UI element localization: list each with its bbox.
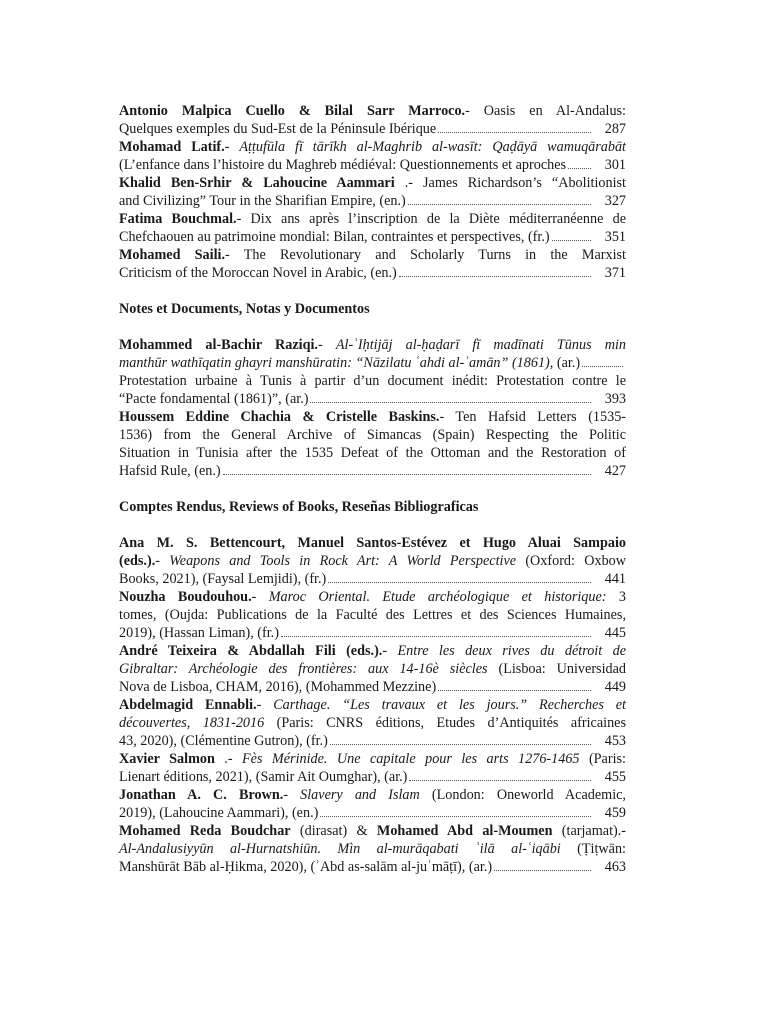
page-number[interactable]: 427: [604, 463, 626, 479]
entry-text-fragment: -: [155, 553, 170, 569]
page-number[interactable]: 445: [604, 625, 626, 641]
entry-text: [119, 678, 436, 696]
entry-line: [119, 444, 626, 462]
entry-text-fragment: Chefchaouen au patrimoine mondial: Bilan, contraintes et perspectives, (fr.): [119, 229, 550, 245]
entry-line: [119, 768, 626, 786]
entry-text: [119, 264, 397, 282]
page-number[interactable]: 453: [604, 733, 626, 749]
contents-entry: [119, 246, 626, 282]
entry-line: [119, 372, 626, 390]
entry-line: [119, 552, 626, 570]
entry-text-fragment: tomes, (Oujda: Publications de la Faculté des Lettres et des Sciences Humaines,: [119, 607, 626, 623]
entry-text-fragment: (tarjamat).-: [552, 823, 627, 839]
entry-line: [119, 624, 626, 642]
contents-entry: [119, 138, 626, 174]
author-name: Abdelmagid Ennabli.: [119, 697, 257, 713]
page-number[interactable]: 301: [604, 157, 626, 173]
dot-leader: [409, 769, 591, 781]
entry-text-fragment: Criticism of the Moroccan Novel in Arabic, (en.): [119, 265, 397, 281]
author-name: Antonio Malpica Cuello & Bilal Sarr Marroco.: [119, 103, 466, 119]
author-name: Mohammed al-Bachir Raziqi.: [119, 337, 318, 353]
title-italic: Gibraltar: Archéologie des frontières: aux 14-16è siècles: [119, 661, 488, 677]
entry-text-fragment: - Ten Hafsid Letters (1535-: [439, 409, 627, 425]
entry-line: [119, 534, 626, 552]
entry-text: [119, 624, 279, 642]
contents-entry: [119, 174, 626, 210]
entry-text-fragment: -: [283, 787, 301, 803]
title-italic: découvertes, 1831-2016: [119, 715, 265, 731]
entry-text-fragment: (Lisboa: Universidad: [487, 661, 626, 677]
contents-entry: [119, 408, 626, 480]
entry-line: [119, 120, 626, 138]
entry-text: [119, 228, 550, 246]
entry-text-fragment: - The Revolutionary and Scholarly Turns in the Marxist: [225, 247, 626, 263]
entry-line: [119, 138, 626, 156]
dot-leader: [328, 571, 591, 583]
entry-line: [119, 246, 626, 264]
entry-line: [119, 822, 626, 840]
contents-entry: [119, 336, 626, 408]
contents-entry: [119, 588, 626, 642]
author-name: Houssem Eddine Chachia &: [119, 409, 326, 425]
entry-text-fragment: -: [382, 643, 398, 659]
entry-text-fragment: .-: [214, 751, 243, 767]
page-number[interactable]: 459: [604, 805, 626, 821]
entry-line: [119, 228, 626, 246]
author-name: Xavier Salmon: [119, 751, 215, 767]
dot-leader: [320, 805, 591, 817]
entry-line: [119, 192, 626, 210]
title-italic: Slavery and Islam: [300, 787, 420, 803]
author-name: Nouzha Boudouhou.: [119, 589, 252, 605]
dot-leader: [582, 355, 623, 367]
entry-text-fragment: 3: [606, 589, 626, 605]
title-italic: Fès Mérinide. Une capitale pour les arts 1276-1465: [242, 751, 580, 767]
entry-text-fragment: Manshūrāt Bāb al-Ḥikma, 2020), (ʾAbd as-salām al-juʿmāṭī), (ar.): [119, 859, 493, 875]
author-name: Mohamad Latif.: [119, 139, 225, 155]
entry-text-fragment: (dirasat) &: [290, 823, 377, 839]
entry-text-fragment: Books, 2021), (Faysal Lemjidi), (fr.): [119, 571, 327, 587]
entry-text: [119, 732, 328, 750]
entry-text: [119, 390, 308, 408]
entry-text-fragment: -: [256, 697, 274, 713]
entry-text: [119, 570, 326, 588]
entry-text-fragment: Quelques exemples du Sud-Est de la Péninsule Ibérique: [119, 121, 437, 137]
entry-line: [119, 804, 626, 822]
entry-text-fragment: Lienart éditions, 2021), (Samir Ait Oumghar), (ar.): [119, 769, 408, 785]
title-italic: Maroc Oriental. Etude archéologique et historique:: [268, 589, 607, 605]
entry-line: [119, 642, 626, 660]
title-italic: Weapons and Tools in Rock Art: A World Perspective: [169, 553, 517, 569]
title-italic: Al-ʾIḥtijāj al-ḥaḍarī fī madīnati Tūnus min: [335, 337, 626, 353]
page-number[interactable]: 441: [604, 571, 626, 587]
author-name: Ana M. S. Bettencourt, Manuel Santos-Estévez et Hugo Aluai Sampaio: [119, 535, 626, 551]
entry-text-fragment: Nova de Lisboa, CHAM, 2016), (Mohammed Mezzine): [119, 679, 437, 695]
contents-entry: [119, 210, 626, 246]
entry-text: [119, 768, 407, 786]
entry-line: [119, 336, 626, 354]
entry-text: [119, 804, 318, 822]
entry-line: [119, 156, 626, 174]
entry-line: [119, 678, 626, 696]
page-number[interactable]: 463: [604, 859, 626, 875]
entry-text-fragment: .- James Richardson’s “Abolitionist: [394, 175, 626, 191]
entry-line: [119, 570, 626, 588]
dot-leader: [494, 859, 591, 871]
author-name: Mohamed Abd al-Moumen: [376, 823, 553, 839]
contents-entry: [119, 696, 626, 750]
entry-line: [119, 390, 626, 408]
entry-text-fragment: -: [224, 139, 240, 155]
contents-entry: [119, 786, 626, 822]
page-number[interactable]: 449: [604, 679, 626, 695]
contents-entry: [119, 750, 626, 786]
entry-line: [119, 354, 626, 372]
title-italic: Carthage. “Les travaux et les jours.” Recherches et: [273, 697, 626, 713]
entry-text-fragment: -: [317, 337, 336, 353]
dot-leader: [281, 625, 591, 637]
entry-line: [119, 696, 626, 714]
title-italic: Entre les deux rives du détroit de: [397, 643, 626, 659]
entry-text-fragment: Hafsid Rule, (en.): [119, 463, 221, 479]
title-italic: Aṭṭufūla fī tārīkh al-Maghrib al-wasīt: Qaḍāyā wamuqārabāt: [239, 139, 626, 155]
contents-list-articles: [119, 102, 626, 282]
contents-list-reviews: [119, 534, 626, 876]
entry-line: [119, 264, 626, 282]
entry-text-fragment: (Paris:: [579, 751, 626, 767]
entry-text-fragment: (L’enfance dans l’histoire du Maghreb médiéval: Questionnements et aproches: [119, 157, 567, 173]
section-heading-reviews: Comptes Rendus, Reviews of Books, Reseñas Bibliograficas: [119, 499, 479, 515]
page-number[interactable]: 351: [604, 229, 626, 245]
contents-entry: [119, 102, 626, 138]
contents-entry: [119, 534, 626, 588]
entry-text-fragment: 1536) from the General Archive of Simancas (Spain) Respecting the Politic: [119, 427, 626, 443]
entry-text-fragment: Situation in Tunisia after the 1535 Defeat of the Ottoman and the Restoration of: [119, 445, 626, 461]
entry-text-fragment: , (ar.): [549, 355, 581, 371]
entry-line: [119, 858, 626, 876]
entry-text-fragment: - Oasis en Al-Andalus:: [465, 103, 626, 119]
contents-list-notes: [119, 336, 626, 480]
entry-text-fragment: 2019), (Lahoucine Aammari), (en.): [119, 805, 319, 821]
page-number[interactable]: 371: [604, 265, 626, 281]
entry-text: [119, 462, 221, 480]
entry-line: [119, 210, 626, 228]
entry-text: [119, 156, 566, 174]
dot-leader: [399, 265, 591, 277]
entry-text-fragment: - Dix ans après l’inscription de la Diète méditerranéenne de: [236, 211, 626, 227]
entry-line: [119, 102, 626, 120]
entry-line: [119, 426, 626, 444]
page-number[interactable]: 393: [604, 391, 626, 407]
entry-line: [119, 462, 626, 480]
entry-text-fragment: 2019), (Hassan Liman), (fr.): [119, 625, 279, 641]
entry-text-fragment: (Ṭiṭwān:: [560, 841, 626, 857]
contents-entry: [119, 822, 626, 876]
entry-text: [119, 354, 580, 372]
entry-text-fragment: -: [251, 589, 269, 605]
page-number[interactable]: 455: [604, 769, 626, 785]
page-number[interactable]: 287: [604, 121, 626, 137]
dot-leader: [223, 463, 591, 475]
section-heading-notes: Notes et Documents, Notas y Documentos: [119, 301, 370, 317]
author-name: Fatima Bouchmal.: [119, 211, 237, 227]
entry-text-fragment: and Civilizing” Tour in the Sharifian Empire, (en.): [119, 193, 406, 209]
entry-line: [119, 750, 626, 768]
title-italic: manthūr wathīqatin ghayri manshūratin: “Nāzilatu ʿahdi al-ʾamān” (1861): [119, 355, 550, 371]
entry-line: [119, 408, 626, 426]
entry-text-fragment: 43, 2020), (Clémentine Gutron), (fr.): [119, 733, 328, 749]
entry-text-fragment: Protestation urbaine à Tunis à partir d’un document inédit: Protestation contre le: [119, 373, 626, 389]
table-of-contents-page: [119, 102, 626, 876]
dot-leader: [552, 229, 591, 241]
dot-leader: [408, 193, 591, 205]
author-name: Mohamed Saili.: [119, 247, 226, 263]
entry-text-fragment: (Oxford: Oxbow: [516, 553, 626, 569]
dot-leader: [438, 121, 591, 133]
contents-entry: [119, 642, 626, 696]
entry-text: [119, 858, 492, 876]
author-name: André Teixeira & Abdallah Fili (eds.).: [119, 643, 383, 659]
entry-line: [119, 732, 626, 750]
entry-line: [119, 588, 626, 606]
author-name: Cristelle Baskins.: [325, 409, 440, 425]
entry-text: [119, 192, 406, 210]
entry-text-fragment: (Paris: CNRS éditions, Etudes d’Antiquités africaines: [264, 715, 626, 731]
title-italic: Al-Andalusiyyūn al-Hurnatshiūn. Mìn al-murāqabati ʾilā al-ʿiqābi: [119, 841, 561, 857]
page-number[interactable]: 327: [604, 193, 626, 209]
dot-leader: [310, 391, 591, 403]
entry-text: [119, 120, 436, 138]
entry-line: [119, 606, 626, 624]
entry-line: [119, 714, 626, 732]
entry-line: [119, 840, 626, 858]
dot-leader: [438, 679, 591, 691]
entry-line: [119, 174, 626, 192]
dot-leader: [330, 733, 591, 745]
author-name: Mohamed Reda Boudchar: [119, 823, 291, 839]
author-name: Khalid Ben-Srhir & Lahoucine Aammari: [119, 175, 395, 191]
entry-line: [119, 786, 626, 804]
entry-line: [119, 660, 626, 678]
dot-leader: [568, 157, 591, 169]
author-name: (eds.).: [119, 553, 156, 569]
author-name: Jonathan A. C. Brown.: [119, 787, 284, 803]
entry-text-fragment: (London: Oneworld Academic,: [419, 787, 626, 803]
entry-text-fragment: “Pacte fondamental (1861)”, (ar.): [119, 391, 309, 407]
